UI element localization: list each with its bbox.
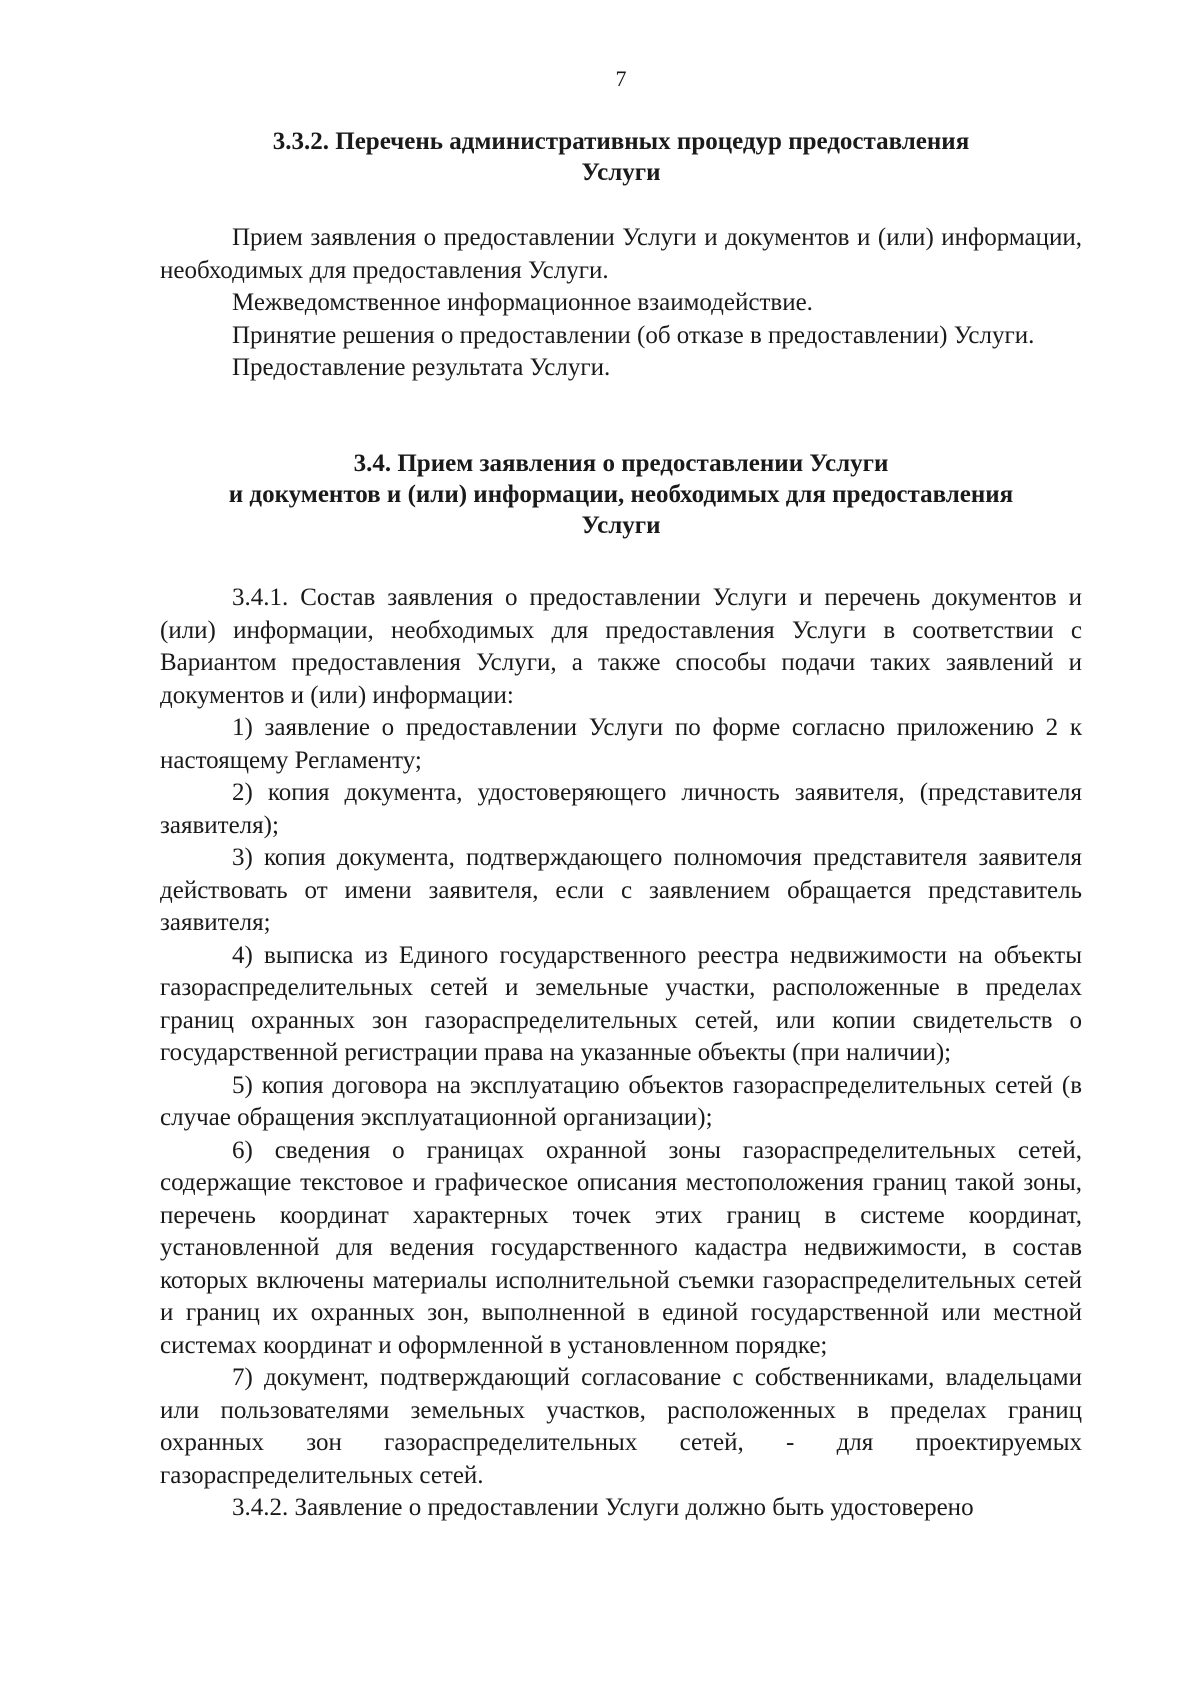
section-heading-3-4 [160,448,1082,541]
list-item-6: 6) сведения о границах охранной зоны газораспределительных сетей, содержащие текстовое и графическое описания местоположения границ такой зоны, перечень координат характерных точек этих границ в системе координат, установленной для ведения государственного кадастра недвижимости, в состав которых включены материалы исполнительной съемки газораспределительных сетей и границ их охранных зон, выполненной в единой государственной или местной системах координат и оформленной в установленном порядке; [160,1136,1082,1359]
list-item-1: 1) заявление о предоставлении Услуги по форме согласно приложению 2 к настоящему Регламенту; [160,714,1082,774]
paragraph: Прием заявления о предоставлении Услуги и документов и (или) информации, необходимых для предоставления Услуги. [160,224,1082,284]
heading-line: 3.3.2. Перечень административных процедур предоставления [272,128,970,155]
heading-line: 3.4. Прием заявления о предоставлении Услуги [353,450,889,477]
paragraph-3-4-1: 3.4.1. Состав заявления о предоставлении Услуги и перечень документов и (или) информации, необходимых для предоставления Услуги в соответствии с Вариантом предоставления Услуги, а также способы подачи таких заявлений и документов и (или) информации: [160,584,1082,709]
list-item-7: 7) документ, подтверждающий согласование с собственниками, владельцами или пользователями земельных участков, расположенных в пределах границ охранных зон газораспределительных сетей, - для проектируемых газораспределительных сетей. [160,1364,1082,1489]
paragraph: Предоставление результата Услуги. [232,354,611,381]
page-number: 7 [615,66,627,91]
section-body-3-4 [160,582,1082,1525]
paragraph-3-4-2: 3.4.2. Заявление о предоставлении Услуги должно быть удостоверено [232,1494,974,1521]
heading-line: Услуги [581,159,661,186]
list-item-5: 5) копия договора на эксплуатацию объектов газораспределительных сетей (в случае обращения эксплуатационной организации); [160,1071,1082,1131]
paragraph: Принятие решения о предоставлении (об отказе в предоставлении) Услуги. [232,321,1035,349]
paragraph: Межведомственное информационное взаимодействие. [232,289,813,316]
list-item-3: 3) копия документа, подтверждающего полномочия представителя заявителя действовать от имени заявителя, если с заявлением обращается представитель заявителя; [160,844,1082,936]
heading-line: и документов и (или) информации, необходимых для предоставления [228,481,1014,508]
section-body-3-3-2 [160,222,1082,385]
heading-line: Услуги [581,512,661,539]
list-item-2: 2) копия документа, удостоверяющего личность заявителя, (представителя заявителя); [160,779,1082,839]
list-item-4: 4) выписка из Единого государственного реестра недвижимости на объекты газораспределительных сетей и земельные участки, расположенные в пределах границ охранных зон газораспределительных сетей, или копии свидетельств о государственной регистрации права на указанные объекты (при наличии); [160,941,1082,1066]
section-heading-3-3-2 [160,126,1082,188]
